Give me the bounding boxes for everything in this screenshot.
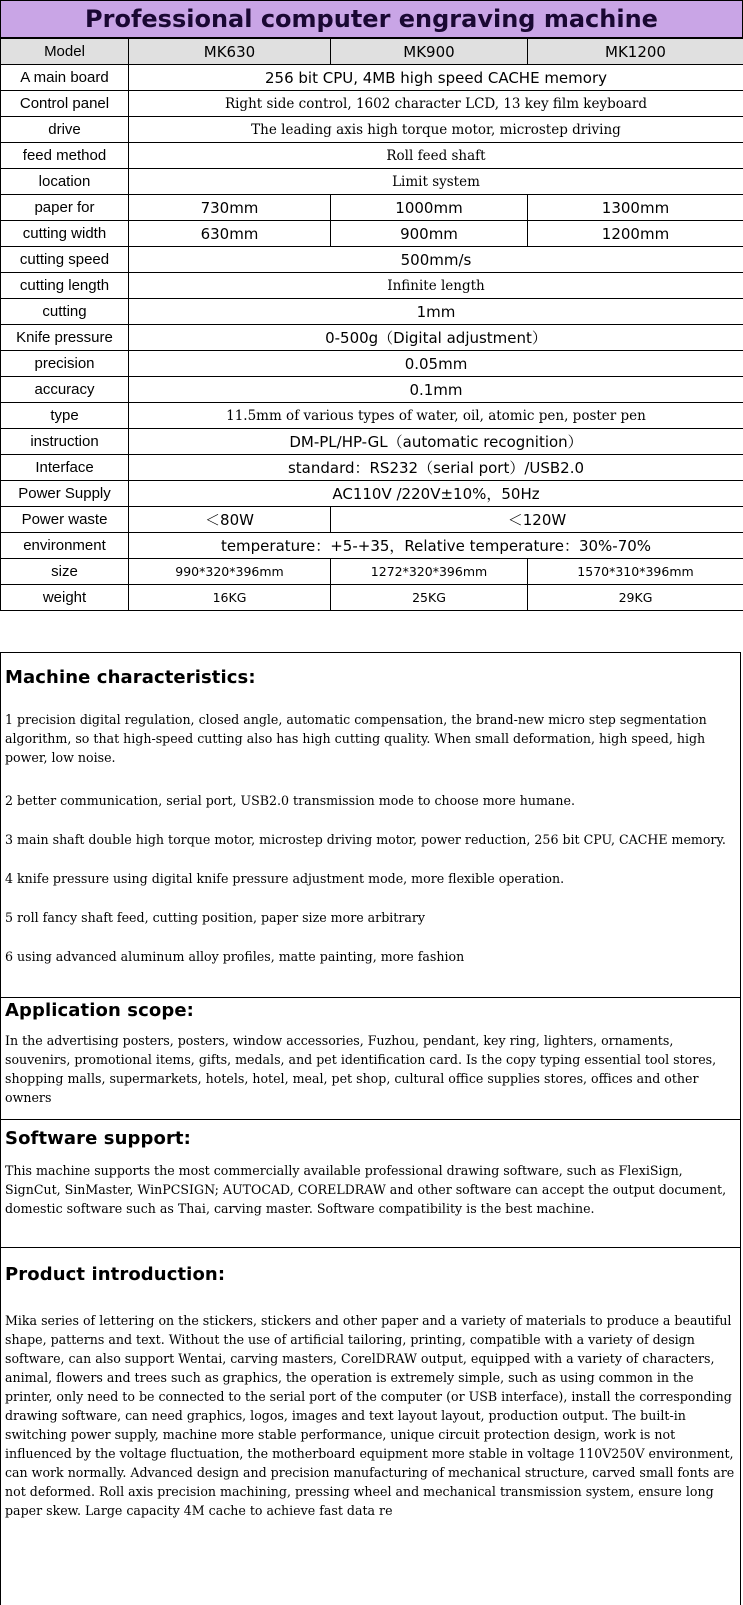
model-row: [1, 39, 743, 65]
model-name: MK630: [129, 39, 331, 65]
spec-value: DM-PL/HP-GL（automatic recognition）: [129, 429, 743, 455]
spec-label: weight: [1, 585, 129, 611]
spec-value: 1300mm: [528, 195, 743, 221]
spec-label: precision: [1, 351, 129, 377]
spec-row: [1, 325, 743, 351]
application-text: In the advertising posters, posters, window accessories, Fuzhou, pendant, key ring, lighters, ornaments, souvenirs, promotional items, gifts, medals, and pet identification card. Is the copy typing essential tool stores, shopping malls, supermarkets, hotels, hotel, meal, pet shop, cultural office supplies stores, offices and other owners: [5, 1033, 717, 1105]
spec-row: [1, 481, 743, 507]
spec-value: 29KG: [528, 585, 743, 611]
characteristic-item: 3 main shaft double high torque motor, microstep driving motor, power reduction, 256 bit CPU, CACHE memory.: [5, 832, 726, 847]
spec-row: [1, 351, 743, 377]
spec-row: [1, 221, 743, 247]
characteristic-item: 2 better communication, serial port, USB2.0 transmission mode to choose more humane.: [5, 793, 575, 808]
software-heading: Software support:: [5, 1128, 191, 1149]
spec-row: [1, 273, 743, 299]
spec-row: [1, 117, 743, 143]
spec-label: feed method: [1, 143, 129, 169]
spec-row: [1, 65, 743, 91]
spec-row: [1, 455, 743, 481]
spec-row: [1, 559, 743, 585]
application-section: [1, 998, 740, 1120]
spec-value: 630mm: [129, 221, 331, 247]
spec-value: 16KG: [129, 585, 331, 611]
spec-value: ＜80W: [129, 507, 331, 533]
spec-label: cutting width: [1, 221, 129, 247]
description-sections: [0, 652, 741, 1605]
spec-value: The leading axis high torque motor, microstep driving: [129, 117, 743, 143]
spec-value: 1000mm: [331, 195, 528, 221]
spec-value: Limit system: [129, 169, 743, 195]
spec-value: 1200mm: [528, 221, 743, 247]
spec-label: paper for: [1, 195, 129, 221]
spec-sheet: [0, 0, 743, 611]
spec-label: environment: [1, 533, 129, 559]
software-section: [1, 1120, 740, 1248]
spec-label: size: [1, 559, 129, 585]
spec-value: 11.5mm of various types of water, oil, atomic pen, poster pen: [129, 403, 743, 429]
spec-label: type: [1, 403, 129, 429]
spec-value: 730mm: [129, 195, 331, 221]
spec-row: [1, 299, 743, 325]
spec-label: Knife pressure: [1, 325, 129, 351]
spec-row: [1, 377, 743, 403]
spec-value: Roll feed shaft: [129, 143, 743, 169]
spec-label: Interface: [1, 455, 129, 481]
spec-label: instruction: [1, 429, 129, 455]
spec-value: 0-500g（Digital adjustment）: [129, 325, 743, 351]
spec-row: [1, 507, 743, 533]
spec-label: Control panel: [1, 91, 129, 117]
spec-value: Infinite length: [129, 273, 743, 299]
model-name: MK1200: [528, 39, 743, 65]
spec-row: [1, 169, 743, 195]
characteristic-item: 1 precision digital regulation, closed angle, automatic compensation, the brand-new micro step segmentation algorithm, so that high-speed cutting also has high cutting quality. When small deformation, high speed, high power, low noise.: [5, 712, 707, 765]
spec-label: Power waste: [1, 507, 129, 533]
spec-row: [1, 533, 743, 559]
spec-title: Professional computer engraving machine: [0, 0, 743, 38]
spec-value: 25KG: [331, 585, 528, 611]
spec-value: 0.05mm: [129, 351, 743, 377]
spec-row: [1, 403, 743, 429]
spec-row: [1, 585, 743, 611]
spec-value: Right side control, 1602 character LCD, 13 key film keyboard: [129, 91, 743, 117]
spec-value: 0.1mm: [129, 377, 743, 403]
spec-value: 1mm: [129, 299, 743, 325]
spec-label: drive: [1, 117, 129, 143]
characteristic-item: 6 using advanced aluminum alloy profiles, matte painting, more fashion: [5, 949, 465, 964]
spec-value: temperature：+5-+35，Relative temperature：30%-70%: [129, 533, 743, 559]
characteristic-item: 5 roll fancy shaft feed, cutting position, paper size more arbitrary: [5, 910, 426, 925]
spec-value: 990*320*396mm: [129, 559, 331, 585]
spec-row: [1, 91, 743, 117]
spec-row: [1, 247, 743, 273]
spec-value: ＜120W: [331, 507, 743, 533]
spec-value: 1272*320*396mm: [331, 559, 528, 585]
spec-value: AC110V /220V±10%，50Hz: [129, 481, 743, 507]
spec-label: cutting speed: [1, 247, 129, 273]
model-name: MK900: [331, 39, 528, 65]
spec-label: accuracy: [1, 377, 129, 403]
spec-value: 900mm: [331, 221, 528, 247]
spec-label: cutting: [1, 299, 129, 325]
spec-row: [1, 429, 743, 455]
introduction-text: Mika series of lettering on the stickers, stickers and other paper and a variety of materials to produce a beautiful shape, patterns and text. Without the use of artificial tailoring, printing, compatible with a variety of design software, can also support Wentai, carving masters, CorelDRAW output, equipped with a variety of characters, animal, flowers and trees such as graphics, the operation is extremely simple, such as using common in the printer, only need to be connected to the serial port of the computer (or USB interface), install the corresponding drawing software, can need graphics, logos, images and text layout layout, production output. The built-in switching power supply, machine more stable performance, unique circuit protection design, work is not influenced by the voltage fluctuation, the motherboard equipment more stable in voltage 110V250V environment, can work normally. Advanced design and precision manufacturing of mechanical structure, carved small fonts are not deformed. Roll axis precision machining, pressing wheel and mechanical transmission system, ensure long paper skew. Large capacity 4M cache to achieve fast data re: [5, 1313, 735, 1518]
spec-row: [1, 195, 743, 221]
introduction-heading: Product introduction:: [5, 1264, 226, 1285]
application-heading: Application scope:: [5, 1000, 194, 1021]
spec-value: 256 bit CPU, 4MB high speed CACHE memory: [129, 65, 743, 91]
spec-value: 500mm/s: [129, 247, 743, 273]
spec-label: location: [1, 169, 129, 195]
model-label: Model: [1, 39, 129, 65]
spec-value: 1570*310*396mm: [528, 559, 743, 585]
characteristic-item: 4 knife pressure using digital knife pressure adjustment mode, more flexible operation.: [5, 871, 565, 886]
characteristics-heading: Machine characteristics:: [5, 667, 256, 688]
characteristics-section: [1, 653, 740, 998]
spec-table: [0, 38, 743, 611]
spec-label: A main board: [1, 65, 129, 91]
spec-label: Power Supply: [1, 481, 129, 507]
spec-value: standard：RS232（serial port）/USB2.0: [129, 455, 743, 481]
introduction-section: [1, 1248, 740, 1604]
spec-label: cutting length: [1, 273, 129, 299]
software-text: This machine supports the most commercially available professional drawing software, such as FlexiSign, SignCut, SinMaster, WinPCSIGN; AUTOCAD, CORELDRAW and other software can accept the output document, domestic software such as Thai, carving master. Software compatibility is the best machine.: [5, 1163, 727, 1216]
spec-row: [1, 143, 743, 169]
